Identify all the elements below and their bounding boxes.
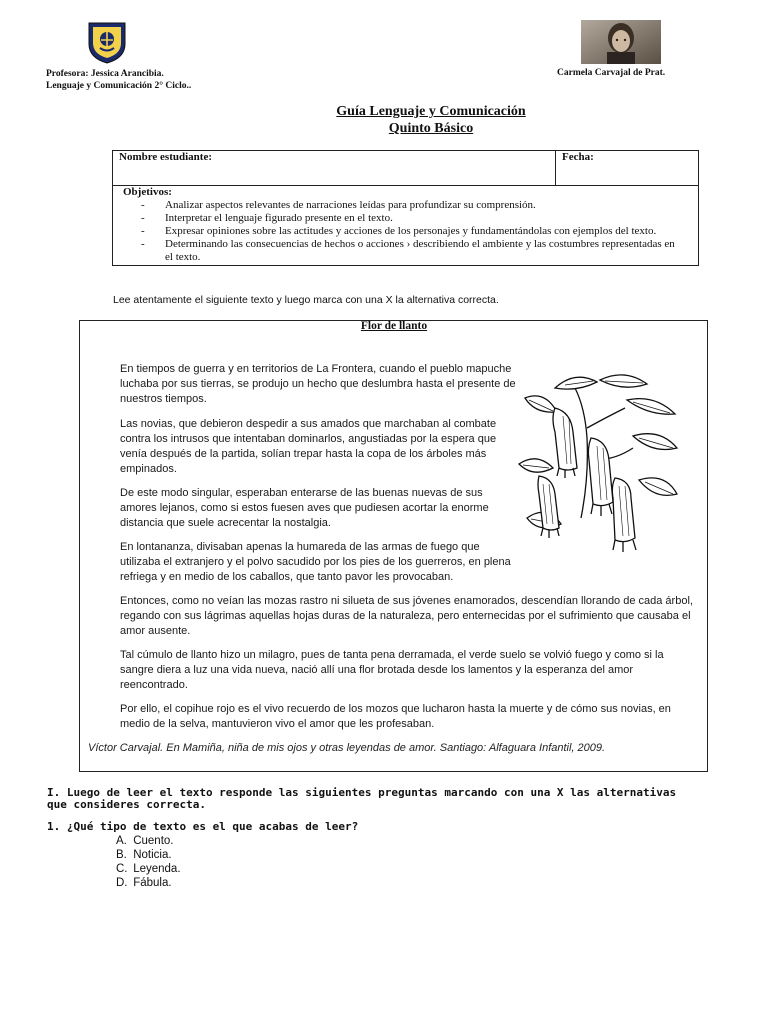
story-paragraph: Por ello, el copihue rojo es el vivo recuerdo de los mozos que lucharon hasta la muerte y de cómo sus novias, en medio de la selva, mantuvieron vivo el amor que les profesaban. [120,703,671,730]
story-paragraph: En tiempos de guerra y en territorios de La Frontera, cuando el pueblo mapuche luchaba por sus tierras, se produjo un hecho que deslumbra hasta el presente de nuestros tiempos. [120,363,516,405]
question-1-options [116,834,181,890]
story-paragraph: De este modo singular, esperaban enterarse de las buenas nuevas de sus amores lejanos, como si estos fuesen aves que pudiesen acortar la enorme distancia que suele acrecentar la nostalgia. [120,487,489,529]
option-a[interactable] [116,834,181,848]
story-paragraph: En lontananza, divisaban apenas la humareda de las armas de fuego que utilizaba el extranjero y el polvo sacudido por los pies de los guerreros, en plena refriega y en medio de los caballos, que tanto pavor les provocaban. [120,541,511,583]
portrait-image [581,20,661,64]
name-cell[interactable] [113,151,556,186]
objective-item: - Expresar opiniones sobre las actitudes y acciones de los personajes y fundamentándolas con ejemplos del texto. [141,225,657,237]
option-text: Noticia. [133,849,172,861]
objective-item: - Analizar aspectos relevantes de narraciones leídas para profundizar su comprensión. [141,199,536,211]
option-letter: C. [116,863,128,875]
option-d[interactable] [116,876,181,890]
option-letter: D. [116,877,128,889]
header-teacher-info [46,68,191,92]
objectives-cell [113,186,699,266]
option-letter: A. [116,835,127,847]
section-heading: I. Luego de leer el texto responde las siguientes preguntas marcando con una X las alternativas que consideres correcta. [47,786,677,811]
story-citation: Víctor Carvajal. En Mamiña, niña de mis ojos y otras leyendas de amor. Santiago: Alfaguara Infantil, 2009. [88,742,606,754]
date-cell[interactable] [556,151,699,186]
page-title: Guía Lenguaje y Comunicación [336,104,526,119]
objective-item: - Determinando las consecuencias de hechos o acciones › describiendo el ambiente y las costumbres representadas en el texto. [141,238,675,263]
option-text: Fábula. [133,877,172,889]
grade-title: Quinto Básico [388,121,474,136]
copihue-flower-illustration [515,368,680,560]
date-label: Fecha: [562,151,594,163]
reading-instruction: Lee atentamente el siguiente texto y luego marca con una X la alternativa correcta. [113,294,499,306]
story-title: Flor de llanto [360,320,428,332]
story-paragraph: Tal cúmulo de llanto hizo un milagro, pues de tanta pena derramada, el verde suelo se volvió fuego y como si la sangre diera a luz una vida nueva, nació allí una flor brotada desde los lamentos y la esperanza del amor reencontrado. [120,649,664,691]
objective-item: - Interpretar el lenguaje figurado presente en el texto. [141,212,393,224]
name-label: Nombre estudiante: [119,151,212,163]
teacher-name: Profesora: Jessica Arancibia. [46,69,164,79]
objectives-list [119,199,692,264]
option-text: Cuento. [133,835,174,847]
option-text: Leyenda. [133,863,181,875]
school-name: Carmela Carvajal de Prat. [557,68,666,78]
story-paragraph: Entonces, como no veían las mozas rastro ni silueta de sus jóvenes enamorados, descendían llorando de cada árbol, regando con sus lágrimas aquellas hojas duras de la naturaleza, pero enternecidas por el sufrimiento que causaba el amor ausente. [120,595,693,637]
story-paragraph: Las novias, que debieron despedir a sus amados que marchaban al combate contra los intrusos que intentaban dominarlos, angustiadas por la espera que venía después de la partida, solían trepar hasta la copa de los árboles más empinados. [120,418,497,475]
school-logo [84,20,130,64]
option-letter: B. [116,849,127,861]
objectives-label: Objetivos: [123,186,172,198]
question-1: 1. ¿Qué tipo de texto es el que acabas de leer? [47,820,359,833]
student-info-table [112,150,699,266]
option-c[interactable] [116,862,181,876]
option-b[interactable] [116,848,181,862]
subject-line: Lenguaje y Comunicación 2° Ciclo.. [46,81,192,91]
